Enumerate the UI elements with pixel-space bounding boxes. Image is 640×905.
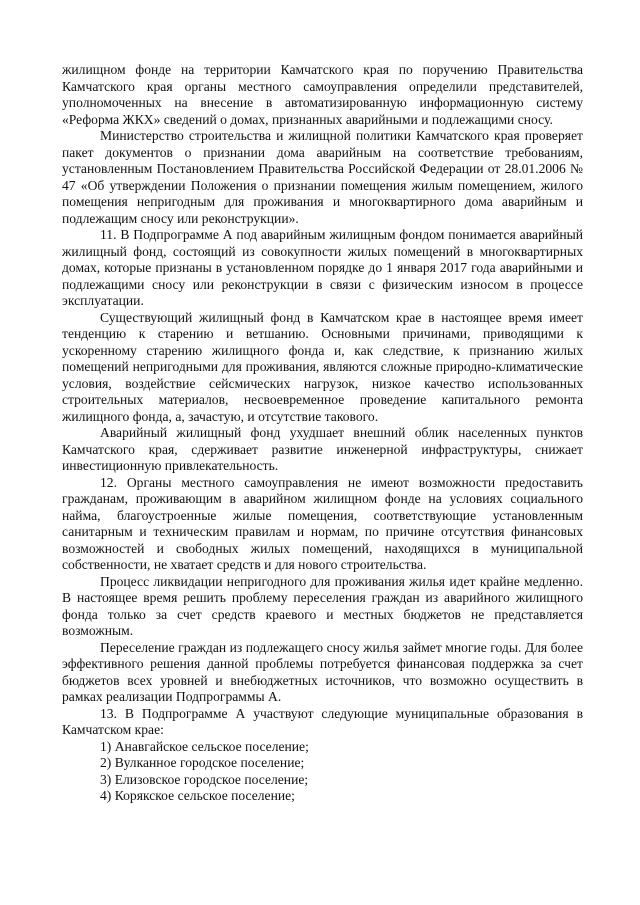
list-item: 2) Вулканное городское поселение; bbox=[100, 755, 305, 770]
paragraph-continuation: жилищном фонде на территории Камчатского края по поручению Правительства Камчатского края органы местного самоуправления определили представителей, уполномоченных на внесение в автоматизированную информационную систему «Реформа ЖКХ» сведений о домах, признанных аварийными и подлежащими сносу. bbox=[62, 62, 583, 127]
document-page bbox=[62, 62, 583, 805]
paragraph-emergency-housing-impact: Аварийный жилищный фонд ухудшает внешний облик населенных пунктов Камчатского края, сдерживает развитие инженерной инфраструктуры, снижает инвестиционную привлекательность. bbox=[62, 425, 583, 473]
paragraph-resettlement: Переселение граждан из подлежащего сносу жилья займет многие годы. Для более эффективного решения данной проблемы потребуется финансовая поддержка за счет бюджетов всех уровней и внебюджетных источников, что возможно осуществить в рамках реализации Подпрограммы А. bbox=[62, 639, 583, 704]
paragraph-ministry-check: Министерство строительства и жилищной политики Камчатского края проверяет пакет документов о признании дома аварийным на соответствие требованиям, установленным Постановлением Правительства Российской Федерации от 28.01.2006 № 47 «Об утверждении Положения о признании помещения жилым помещением, жилого помещения непригодным для проживания и многоквартирного дома аварийным и подлежащим сносу или реконструкции». bbox=[62, 128, 583, 226]
list-item: 3) Елизовское городское поселение; bbox=[100, 771, 309, 787]
paragraph-section-12: 12. Органы местного самоуправления не имеют возможности предоставить гражданам, проживающим в аварийном жилищном фонде на условиях социального найма, благоустроенные жилые помещения, соответствующие установленным санитарным и техническим правилам и нормам, по причине отсутствия финансовых возможностей и свободных жилых помещений, находящихся в муниципальной собственности, не хватает средств и для нового строительства. bbox=[62, 474, 583, 572]
list-item: 4) Корякское сельское поселение; bbox=[100, 788, 295, 803]
paragraph-section-11: 11. В Подпрограмме А под аварийным жилищным фондом понимается аварийный жилищный фонд, состоящий из совокупности жилых помещений в многоквартирных домах, которые признаны в установленном порядке до 1 января 2017 года аварийными и подлежащими сносу или реконструкции в связи с физическим износом в процессе эксплуатации. bbox=[62, 227, 583, 308]
paragraph-section-13: 13. В Подпрограмме А участвуют следующие муниципальные образования в Камчатском крае: bbox=[62, 705, 583, 737]
paragraph-liquidation-process: Процесс ликвидации непригодного для проживания жилья идет крайне медленно. В настоящее время решить проблему переселения граждан из аварийного жилищного фонда только за счет средств краевого и местных бюджетов не представляется возможным. bbox=[62, 573, 583, 638]
list-item: 1) Анавгайское сельское поселение; bbox=[100, 738, 309, 754]
paragraph-housing-aging: Существующий жилищный фонд в Камчатском крае в настоящее время имеет тенденцию к старению и ветшанию. Основными причинами, приводящими к ускоренному старению жилищного фонда и, как следствие, к признанию жилых помещений непригодными для проживания, являются сложные природно-климатические условия, воздействие сейсмических нагрузок, низкое качество использованных строительных материалов, несвоевременное проведение капитального ремонта жилищного фонда, а, зачастую, и отсутствие такового. bbox=[62, 309, 583, 424]
